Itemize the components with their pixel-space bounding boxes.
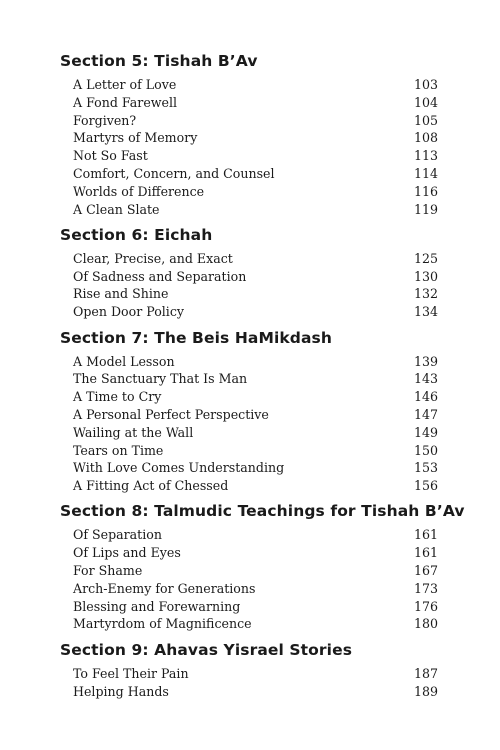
entry-page-number: 150 <box>413 442 438 458</box>
toc-entry <box>60 562 438 580</box>
entry-title: Helping Hands <box>73 683 169 699</box>
entry-page-number: 108 <box>413 130 438 146</box>
toc-section <box>60 224 438 327</box>
toc-entry <box>60 406 438 424</box>
entry-list <box>60 76 438 218</box>
toc-entry <box>60 526 438 544</box>
entry-page-number: 180 <box>413 616 438 632</box>
entry-page-number: 130 <box>413 268 438 284</box>
entry-title: A Fond Farewell <box>73 94 178 110</box>
entry-title: A Fitting Act of Chessed <box>73 478 229 494</box>
section-heading: Section 7: The Beis HaMikdash <box>60 328 333 347</box>
entry-title: The Sanctuary That Is Man <box>73 371 248 387</box>
entry-page-number: 149 <box>413 424 438 440</box>
entry-title: A Clean Slate <box>73 201 160 217</box>
entry-page-number: 161 <box>413 527 438 543</box>
entry-page-number: 114 <box>413 165 438 181</box>
entry-page-number: 132 <box>413 286 438 302</box>
entry-page-number: 103 <box>413 77 438 92</box>
entry-page-number: 147 <box>413 406 438 422</box>
entry-title: Not So Fast <box>73 148 148 164</box>
table-of-contents <box>60 50 465 700</box>
entry-page-number: 113 <box>413 148 438 164</box>
toc-entry <box>60 201 438 219</box>
entry-page-number: 105 <box>413 112 438 128</box>
entry-title: Martyrdom of Magnificence <box>73 616 252 632</box>
entry-page-number: 139 <box>413 353 438 369</box>
toc-entry <box>60 129 438 147</box>
entry-page-number: 153 <box>413 460 438 476</box>
entry-title: Of Separation <box>73 527 162 543</box>
entry-page-number: 173 <box>413 580 438 596</box>
toc-entry <box>60 94 438 112</box>
section-heading: Section 6: Eichah <box>60 225 213 244</box>
toc-entry <box>60 580 438 598</box>
toc-entry <box>60 76 438 94</box>
toc-entry <box>60 268 438 286</box>
toc-entry <box>60 442 438 460</box>
toc-section <box>60 327 438 501</box>
entry-title: Clear, Precise, and Exact <box>73 250 233 266</box>
entry-page-number: 125 <box>413 250 438 266</box>
entry-page-number: 116 <box>413 183 438 199</box>
entry-list <box>60 250 438 321</box>
entry-page-number: 146 <box>413 389 438 405</box>
entry-title: Tears on Time <box>73 442 164 458</box>
toc-section <box>60 500 465 638</box>
entry-page-number: 119 <box>413 201 438 217</box>
entry-page-number: 143 <box>413 371 438 387</box>
toc-entry <box>60 250 438 268</box>
entry-title: With Love Comes Understanding <box>73 460 285 476</box>
toc-entry <box>60 477 438 495</box>
toc-section <box>60 639 438 701</box>
entry-title: Rise and Shine <box>73 286 169 302</box>
entry-title: Worlds of Difference <box>73 183 205 199</box>
entry-title: A Time to Cry <box>73 389 162 405</box>
toc-section <box>60 50 438 224</box>
toc-entry <box>60 303 438 321</box>
toc-entry <box>60 370 438 388</box>
entry-title: For Shame <box>73 563 143 579</box>
toc-entry <box>60 615 438 633</box>
entry-title: A Personal Perfect Perspective <box>73 406 269 422</box>
entry-page-number: 189 <box>413 683 438 699</box>
entry-title: Blessing and Forewarning <box>73 598 241 614</box>
entry-page-number: 161 <box>413 545 438 561</box>
entry-title: Comfort, Concern, and Counsel <box>73 165 275 181</box>
section-heading: Section 5: Tishah B’Av <box>60 52 258 70</box>
toc-entry <box>60 183 438 201</box>
entry-title: Forgiven? <box>73 112 137 128</box>
entry-page-number: 134 <box>413 304 438 320</box>
toc-entry <box>60 147 438 165</box>
entry-title: Wailing at the Wall <box>73 424 194 440</box>
entry-title: A Model Lesson <box>73 353 175 369</box>
toc-entry <box>60 388 438 406</box>
toc-entry <box>60 544 438 562</box>
entry-title: Arch-Enemy for Generations <box>73 580 256 596</box>
entry-page-number: 176 <box>413 598 438 614</box>
entry-list <box>60 665 438 701</box>
entry-page-number: 156 <box>413 478 438 494</box>
section-heading: Section 8: Talmudic Teachings for Tishah B’Av <box>60 502 465 521</box>
entry-title: A Letter of Love <box>73 77 177 92</box>
section-heading: Section 9: Ahavas Yisrael Stories <box>60 640 353 659</box>
entry-page-number: 187 <box>413 665 438 681</box>
entry-title: Open Door Policy <box>73 304 185 320</box>
toc-entry <box>60 683 438 701</box>
toc-entry <box>60 285 438 303</box>
entry-title: Of Lips and Eyes <box>73 545 181 561</box>
entry-page-number: 167 <box>413 563 438 579</box>
toc-entry <box>60 165 438 183</box>
toc-entry <box>60 112 438 130</box>
entry-title: Martyrs of Memory <box>73 130 198 146</box>
entry-list <box>60 353 438 495</box>
toc-entry <box>60 424 438 442</box>
toc-entry <box>60 459 438 477</box>
toc-entry <box>60 353 438 371</box>
toc-entry <box>60 665 438 683</box>
entry-list <box>60 526 438 633</box>
toc-entry <box>60 598 438 616</box>
entry-title: To Feel Their Pain <box>73 665 189 681</box>
entry-page-number: 104 <box>413 94 438 110</box>
entry-title: Of Sadness and Separation <box>73 268 247 284</box>
